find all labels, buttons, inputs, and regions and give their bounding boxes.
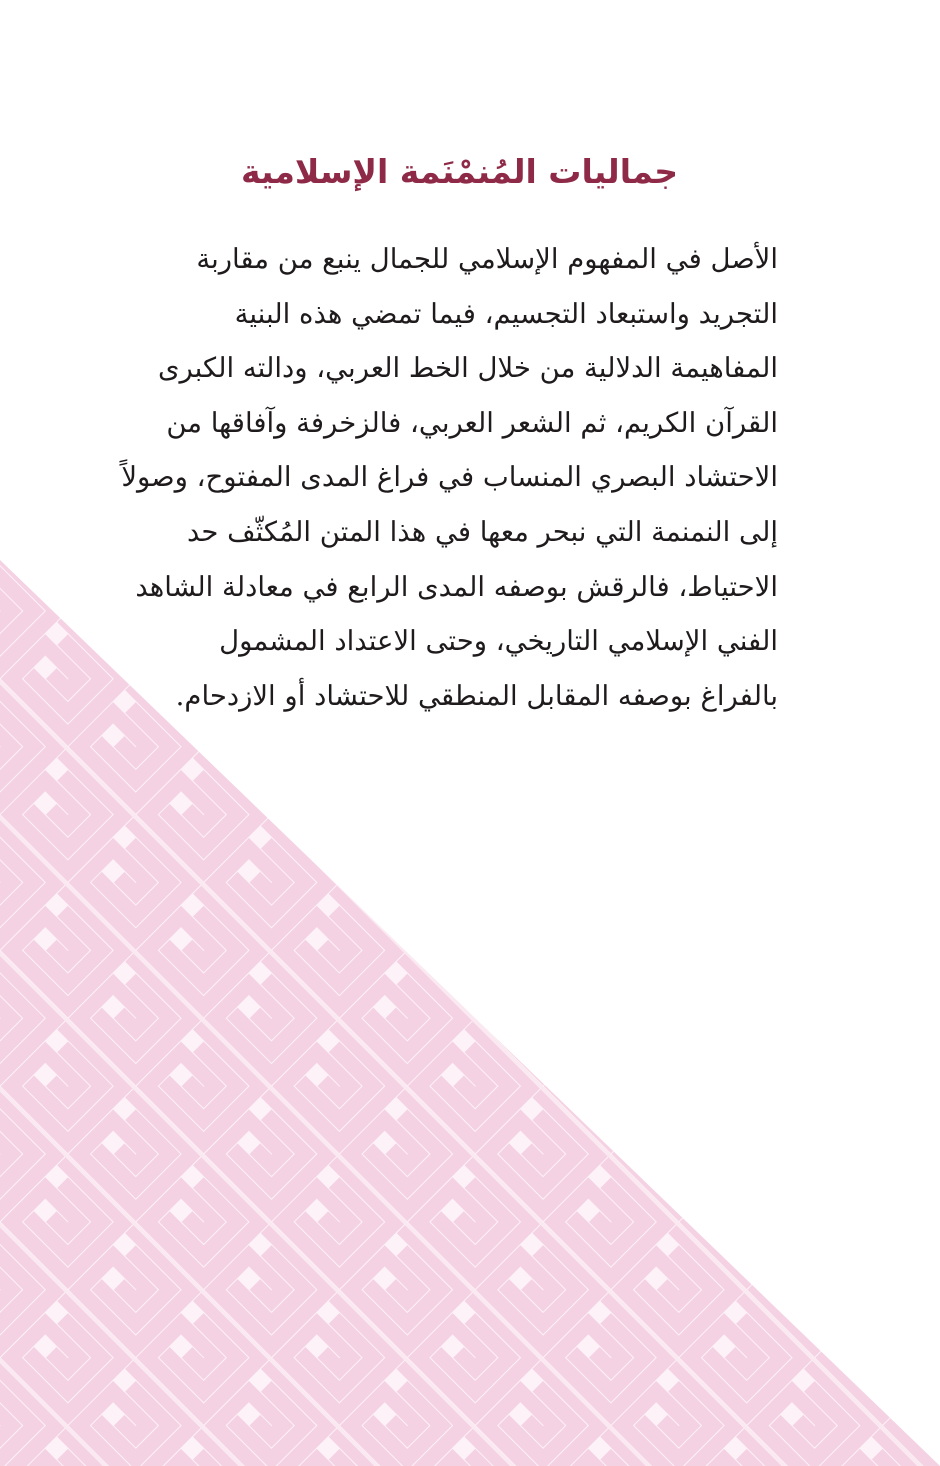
- text-line: الأصل في المفهوم الإسلامي للجمال ينبع من مقاربة: [196, 243, 778, 275]
- text-line: التجريد واستبعاد التجسيم، فيما تمضي هذه البنية: [234, 297, 778, 330]
- page-title: جماليات المُنمْنَمة الإسلامية: [240, 152, 678, 191]
- text-line: الاحتشاد البصري المنساب في فراغ المدى المفتوح، وصولاً: [121, 461, 778, 494]
- text-line: القرآن الكريم، ثم الشعر العربي، فالزخرفة وآفاقها من: [166, 406, 778, 439]
- text-line: بالفراغ بوصفه المقابل المنطقي للاحتشاد أو الازدحام.: [175, 679, 778, 712]
- text-line: إلى النمنمة التي نبحر معها في هذا المتن المُكثّف حد: [186, 515, 778, 548]
- text-line: الاحتياط، فالرقش بوصفه المدى الرابع في معادلة الشاهد: [135, 570, 778, 603]
- text-line: الفني الإسلامي التاريخي، وحتى الاعتداد المشمول: [219, 625, 778, 658]
- body-paragraph: [121, 232, 778, 723]
- text-line: المفاهيمة الدلالية من خلال الخط العربي، ودالته الكبرى: [157, 352, 778, 385]
